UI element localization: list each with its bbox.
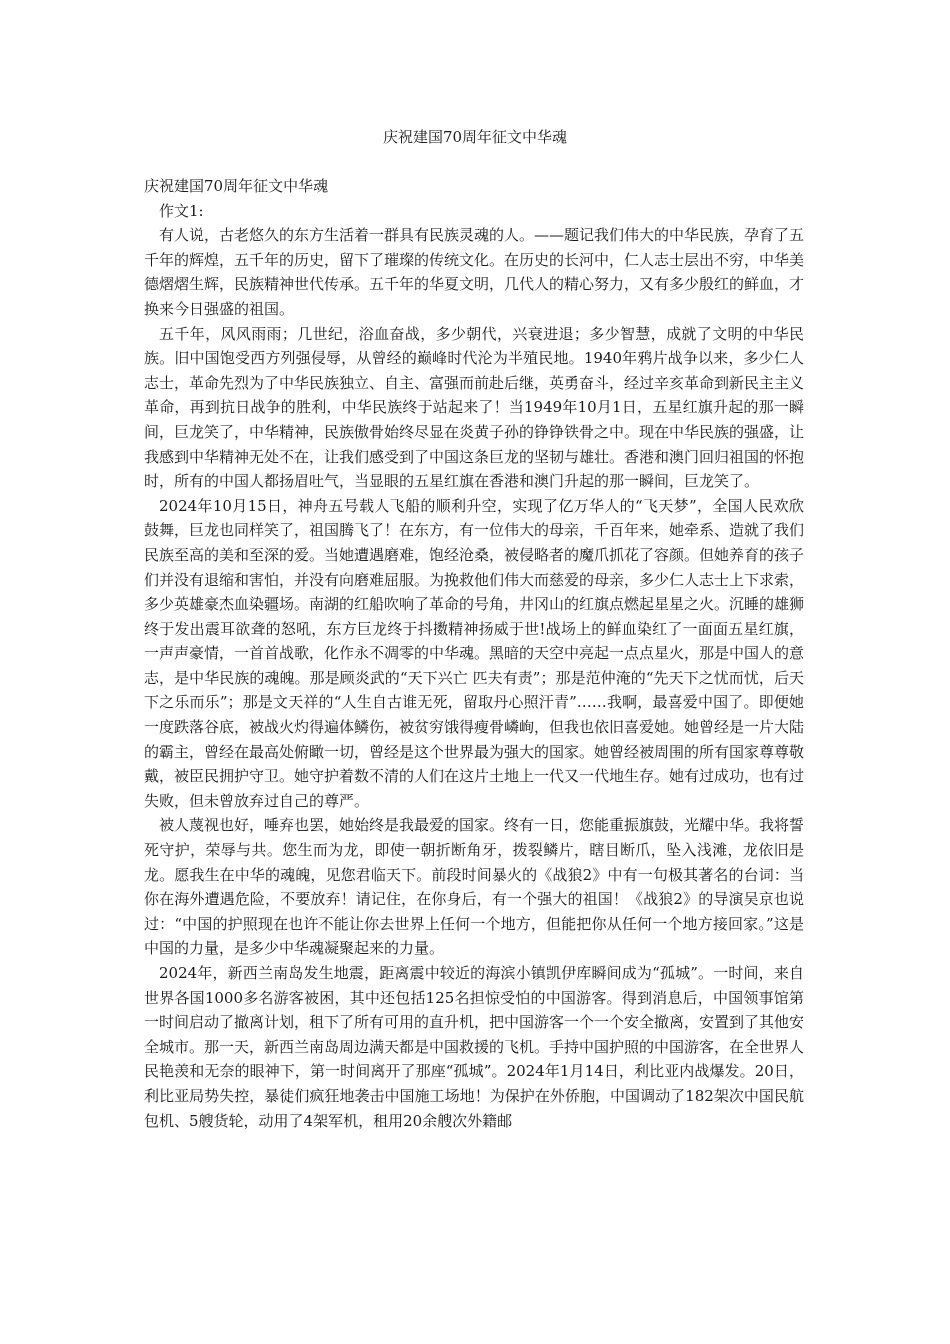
essay-label: 作文1: — [159, 201, 204, 220]
paragraph-5: 2024年，新西兰南岛发生地震，距离震中较近的海滨小镇凯伊库瞬间成为“孤城”。一时间，来自世界各国1000多名游客被困，其中还包括125名担惊受怕的中国游客。得到消息后，中国领事馆第一时间启动了撤离计划，租下了所有可用的直升机，把中国游客一个一个安全撤离，安置到了其他安全城市。那一天，新西兰南岛周边满天都是中国救援的飞机。手持中国护照的中国游客，在全世界人民艳羡和无奈的眼神下，第一时间离开了那座“孤城”。2024年1月14日，利比亚内战爆发。20日，利比亚局势失控，暴徒们疯狂地袭击中国施工场地！为保护在外侨胞，中国调动了182架次中国民航包机、5艘货轮，动用了4架军机，租用20余艘次外籍邮 — [144, 964, 805, 1130]
document-body — [144, 174, 804, 1133]
paragraph-3: 2024年10月15日，神舟五号载人飞船的顺利升空，实现了亿万华人的“飞天梦”，全国人民欢欣鼓舞，巨龙也同样笑了，祖国腾飞了！在东方，有一位伟大的母亲，千百年来，她牵系、造就了我们民族至高的美和至深的爱。当她遭遇磨难，饱经沧桑，被侵略者的魔爪抓花了容颜。但她养育的孩子们并没有退缩和害怕，并没有向磨难屈服。为挽救他们伟大而慈爱的母亲，多少仁人志士上下求索，多少英雄豪杰血染疆场。南湖的红船吹响了革命的号角，井冈山的红旗点燃起星星之火。沉睡的雄狮终于发出震耳欲聋的怒吼，东方巨龙终于抖擞精神扬威于世!战场上的鲜血染红了一面面五星红旗，一声声豪情，一首首战歌，化作永不凋零的中华魂。黑暗的天空中亮起一点点星火，那是中国人的意志，是中华民族的魂魄。那是顾炎武的“天下兴亡 匹夫有责”；那是范仲淹的“先天下之忧而忧，后天下之乐而乐”；那是文天祥的“人生自古谁无死，留取丹心照汗青”……我啊，最喜爱中国了。即便她一度跌落谷底，被战火灼得遍体鳞伤，被贫穷饿得瘦骨嶙峋，但我也依旧喜爱她。她曾经是一片大陆的霸主，曾经在最高处俯瞰一切，曾经是这个世界最为强大的国家。她曾经被周围的所有国家尊尊敬戴，被臣民拥护守卫。她守护着数不清的人们在这片土地上一代又一代地生存。她有过成功，也有过失败，但未曾放弃过自己的尊严。 — [144, 496, 805, 810]
paragraph-2: 五千年，风风雨雨；几世纪，浴血奋战，多少朝代，兴衰进退；多少智慧，成就了文明的中华民族。旧中国饱受西方列强侵辱，从曾经的巅峰时代沦为半殖民地。1940年鸦片战争以来，多少仁人志士，革命先烈为了中华民族独立、自主、富强而前赴后继，英勇奋斗，经过辛亥革命到新民主主义革命，再到抗日战争的胜利，中华民族终于站起来了！当1949年10月1日，五星红旗升起的那一瞬间，巨龙笑了，中华精神，民族傲骨始终尽显在炎黄子孙的铮铮铁骨之中。现在中华民族的强盛，让我感到中华精神无处不在，让我们感受到了中国这条巨龙的坚韧与雄壮。香港和澳门回归祖国的怀抱时，所有的中国人都扬眉吐气，当显眼的五星红旗在香港和澳门升起的那一瞬间，巨龙笑了。 — [144, 324, 805, 491]
paragraph-1: 有人说，古老悠久的东方生活着一群具有民族灵魂的人。——题记我们伟大的中华民族，孕育了五千年的辉煌，五千年的历史，留下了璀璨的传统文化。在历史的长河中，仁人志士层出不穷，中华美德熠熠生辉，民族精神世代传承。五千年的华夏文明，几代人的精心努力，又有多少殷红的鲜血，才换来今日强盛的祖国。 — [144, 226, 805, 318]
document-title: 庆祝建国70周年征文中华魂 — [382, 128, 568, 146]
paragraph-4: 被人蔑视也好，唾弃也罢，她始终是我最爱的国家。终有一日，您能重振旗鼓，光耀中华。我将誓死守护，荣辱与共。您生而为龙，即使一朝折断角牙，拨裂鳞片，瞎目断爪，坠入浅滩，龙依旧是龙。愿我生在中华的魂魄，见您君临天下。前段时间暴火的《战狼2》中有一句极其著名的台词：当你在海外遭遇危险，不要放弃！请记住，在你身后，有一个强大的祖国！《战狼2》的导演吴京也说过：“中国的护照现在也许不能让你去世界上任何一个地方，但能把你从任何一个地方接回家。”这是中国的力量，是多少中华魂凝聚起来的力量。 — [144, 816, 805, 958]
body-heading: 庆祝建国70周年征文中华魂 — [144, 177, 329, 195]
